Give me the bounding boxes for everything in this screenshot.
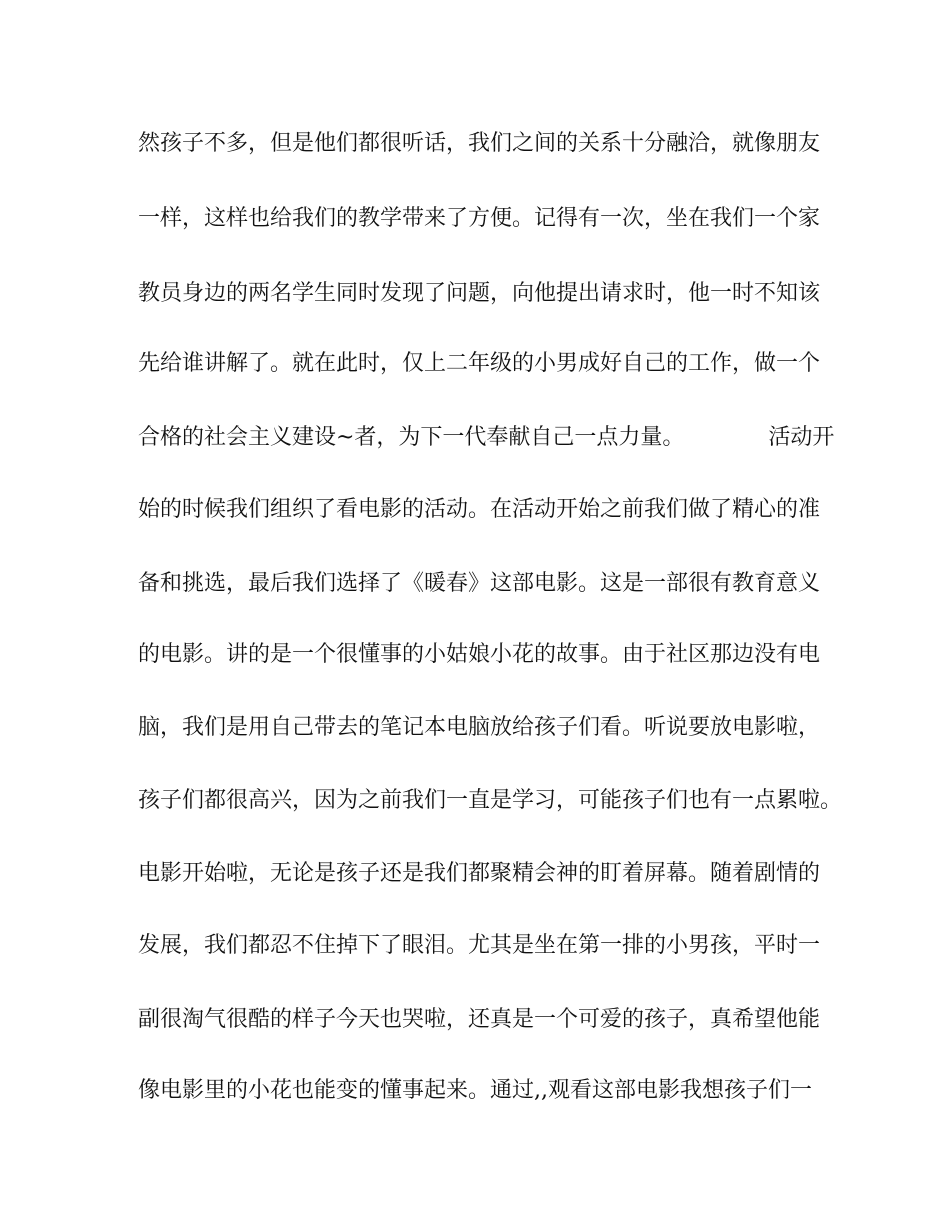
text-line: 像电影里的小花也能变的懂事起来。通过,,观看这部电影我想孩子们一 (138, 1078, 812, 1103)
text-line: 先给谁讲解了。就在此时，仅上二年级的小男成好自己的工作，做一个 (138, 351, 821, 376)
text-line: 电影开始啦，无论是孩子还是我们都聚精会神的盯着屏幕。随着剧情的 (138, 861, 821, 886)
text-line: 然孩子不多，但是他们都很听话，我们之间的关系十分融洽，就像朋友 (138, 131, 821, 156)
text-line: 一样，这样也给我们的教学带来了方便。记得有一次，坐在我们一个家 (138, 206, 821, 231)
text-line: 合格的社会主义建设~者，为下一代奉献自己一点力量。 活动开 (138, 425, 835, 450)
text-line: 副很淘气很酷的样子今天也哭啦，还真是一个可爱的孩子，真希望他能 (138, 1007, 821, 1032)
text-line: 孩子们都很高兴，因为之前我们一直是学习，可能孩子们也有一点累啦。 (138, 788, 843, 813)
text-line: 的电影。讲的是一个很懂事的小姑娘小花的故事。由于社区那边没有电 (138, 642, 821, 667)
text-line: 脑，我们是用自己带去的笔记本电脑放给孩子们看。听说要放电影啦， (138, 715, 821, 740)
text-line: 发展，我们都忍不住掉下了眼泪。尤其是坐在第一排的小男孩，平时一 (138, 933, 821, 958)
text-line: 备和挑选，最后我们选择了《暖春》这部电影。这是一部很有教育意义 (138, 571, 821, 596)
text-line: 始的时候我们组织了看电影的活动。在活动开始之前我们做了精心的准 (138, 497, 821, 522)
text-line: 教员身边的两名学生同时发现了问题，向他提出请求时，他一时不知该 (138, 281, 821, 306)
